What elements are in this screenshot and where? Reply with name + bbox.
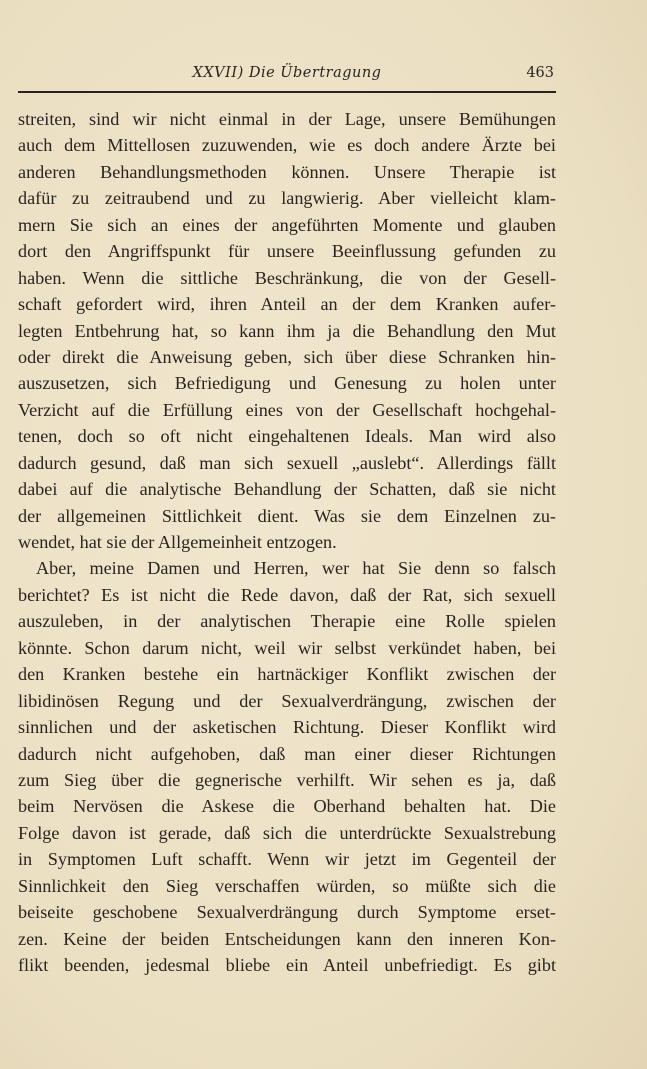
text-line: Verzicht auf die Erfüllung eines von der Gesellschaft hochgehal- [18, 399, 556, 420]
text-line: Folge davon ist gerade, daß sich die unterdrückte Sexualstrebung [18, 822, 556, 843]
text-line: auszusetzen, sich Befriedigung und Genesung zu holen unter [18, 373, 556, 394]
text-line: mern Sie sich an eines der angeführten Momente und glauben [18, 214, 556, 235]
text-line: schaft gefordert wird, ihren Anteil an der dem Kranken aufer- [18, 294, 556, 315]
paragraph-end-line: wendet, hat sie der Allgemeinheit entzogen. [18, 532, 337, 552]
text-line: könnte. Schon darum nicht, weil wir selbst verkündet haben, bei [18, 637, 556, 658]
text-line: der allgemeinen Sittlichkeit dient. Was sie dem Einzelnen zu- [18, 505, 556, 526]
text-line: oder direkt die Anweisung geben, sich über diese Schranken hin- [18, 346, 556, 367]
text-line: beiseite geschobene Sexualverdrängung durch Symptome erset- [18, 902, 556, 923]
text-line: anderen Behandlungsmethoden können. Unsere Therapie ist [18, 161, 556, 182]
text-line: dadurch gesund, daß man sich sexuell „auslebt“. Allerdings fällt [18, 452, 556, 473]
text-line: Sinnlichkeit den Sieg verschaffen würden, so müßte sich die [18, 875, 556, 896]
text-line: auch dem Mittellosen zuzuwenden, wie es doch andere Ärzte bei [18, 135, 556, 156]
text-line: tenen, doch so oft nicht eingehaltenen Ideals. Man wird also [18, 426, 556, 447]
text-line: in Symptomen Luft schafft. Wenn wir jetzt im Gegenteil der [18, 849, 556, 870]
page-number: 463 [526, 65, 554, 81]
paragraph-start-line: Aber, meine Damen und Herren, wer hat Sie denn so falsch [36, 558, 556, 579]
text-line: libidinösen Regung und der Sexualverdrängung, zwischen der [18, 690, 556, 711]
text-line: flikt beenden, jedesmal bliebe ein Anteil unbefriedigt. Es gibt [18, 955, 556, 975]
text-line: den Kranken bestehe ein hartnäckiger Konflikt zwischen der [18, 664, 556, 685]
body-text [18, 106, 556, 978]
text-line: auszuleben, in der analytischen Therapie eine Rolle spielen [18, 611, 556, 632]
text-line: zen. Keine der beiden Entscheidungen kann den inneren Kon- [18, 928, 556, 949]
running-title: XXVII) Die Übertragung [192, 65, 382, 81]
text-line: dabei auf die analytische Behandlung der Schatten, daß sie nicht [18, 479, 556, 500]
text-line: dafür zu zeitraubend und zu langwierig. Aber vielleicht klam- [18, 188, 556, 209]
text-line: haben. Wenn die sittliche Beschränkung, die von der Gesell- [18, 267, 556, 288]
text-line: dort den Angriffspunkt für unsere Beeinflussung gefunden zu [18, 241, 556, 262]
text-line: dadurch nicht aufgehoben, daß man einer dieser Richtungen [18, 743, 556, 764]
text-line: zum Sieg über die gegnerische verhilft. Wir sehen es ja, daß [18, 769, 556, 790]
text-line: sinnlichen und der asketischen Richtung. Dieser Konflikt wird [18, 717, 556, 738]
text-line: streiten, sind wir nicht einmal in der Lage, unsere Bemühungen [18, 109, 556, 129]
text-line: berichtet? Es ist nicht die Rede davon, daß der Rat, sich sexuell [18, 584, 556, 605]
text-line: legten Entbehrung hat, so kann ihm ja die Behandlung den Mut [18, 320, 556, 341]
page-header [18, 62, 556, 88]
header-rule [18, 91, 556, 93]
text-line: beim Nervösen die Askese die Oberhand behalten hat. Die [18, 796, 556, 817]
